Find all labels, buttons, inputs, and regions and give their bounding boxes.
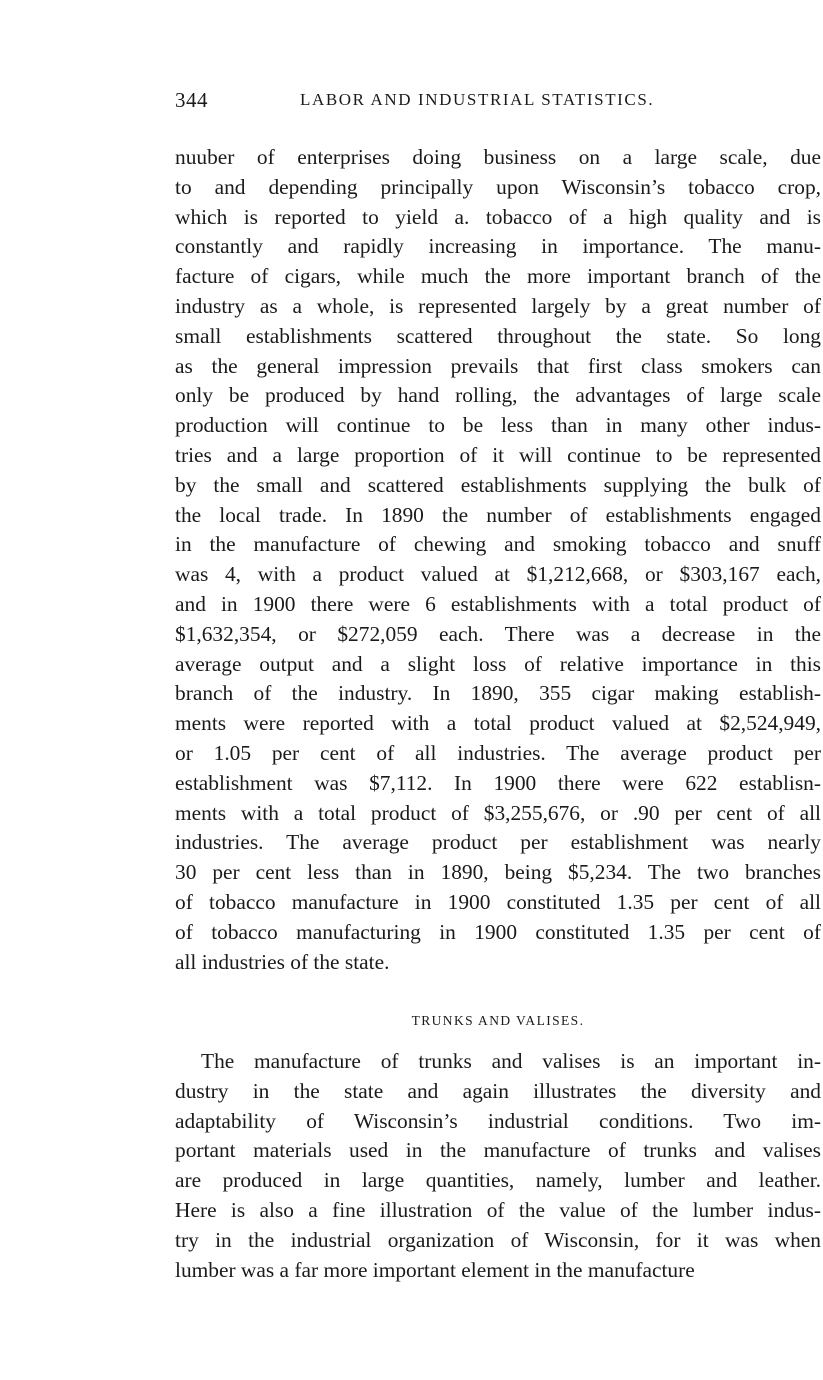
section-heading: TRUNKS AND VALISES.	[411, 1013, 585, 1028]
text-line: $1,632,354, or $272,059 each. There was a decrease in the	[175, 621, 821, 646]
text-line: dustry in the state and again illustrates the diversity and	[175, 1078, 821, 1103]
text-line: facture of cigars, while much the more important branch of the	[175, 264, 821, 289]
text-line: of tobacco manufacturing in 1900 constituted 1.35 per cent of	[175, 919, 821, 944]
text-line: Here is also a fine illustration of the value of the lumber indus-	[175, 1197, 821, 1222]
text-line: all industries of the state.	[175, 949, 390, 974]
text-line: average output and a slight loss of relative importance in this	[175, 651, 821, 676]
page-header	[175, 88, 715, 116]
text-line: industries. The average product per establishment was nearly	[175, 830, 821, 855]
text-line: of tobacco manufacture in 1900 constituted 1.35 per cent of all	[175, 889, 821, 914]
text-line: ments were reported with a total product valued at $2,524,949,	[175, 711, 821, 736]
text-line: by the small and scattered establishments supplying the bulk of	[175, 472, 821, 497]
running-title: LABOR AND INDUSTRIAL STATISTICS.	[300, 90, 655, 109]
text-line: in the manufacture of chewing and smoking tobacco and snuff	[175, 532, 821, 557]
text-line: or 1.05 per cent of all industries. The average product per	[175, 740, 821, 765]
text-line: try in the industrial organization of Wisconsin, for it was when	[175, 1227, 821, 1252]
text-line: industry as a whole, is represented largely by a great number of	[175, 293, 821, 318]
text-line: The manufacture of trunks and valises is an important in-	[201, 1049, 821, 1073]
text-line: ments with a total product of $3,255,676, or .90 per cent of all	[175, 800, 821, 825]
text-line: production will continue to be less than in many other indus-	[175, 413, 821, 438]
page-number: 344	[175, 88, 208, 112]
text-line: as the general impression prevails that first class smokers can	[175, 353, 821, 378]
text-line: branch of the industry. In 1890, 355 cigar making establish-	[175, 681, 821, 706]
text-line: 30 per cent less than in 1890, being $5,234. The two branches	[175, 860, 821, 885]
text-line: constantly and rapidly increasing in importance. The manu-	[175, 234, 821, 259]
text-line: adaptability of Wisconsin’s industrial conditions. Two im-	[175, 1108, 821, 1133]
tobacco-paragraph	[175, 143, 821, 977]
text-line: only be produced by hand rolling, the advantages of large scale	[175, 383, 821, 408]
text-line: are produced in large quantities, namely, lumber and leather.	[175, 1168, 821, 1193]
text-line: nuuber of enterprises doing business on a large scale, due	[175, 145, 821, 169]
text-line: the local trade. In 1890 the number of establishments engaged	[175, 502, 821, 527]
trunks-valises-paragraph	[175, 1047, 821, 1285]
text-line: establishment was $7,112. In 1900 there were 622 establisn-	[175, 770, 821, 795]
text-line: lumber was a far more important element in the manufacture	[175, 1257, 695, 1282]
text-line: small establishments scattered throughout the state. So long	[175, 323, 821, 348]
text-line: to and depending principally upon Wisconsin’s tobacco crop,	[175, 174, 821, 199]
text-line: was 4, with a product valued at $1,212,668, or $303,167 each,	[175, 562, 821, 587]
text-line: and in 1900 there were 6 establishments with a total product of	[175, 591, 821, 616]
text-line: tries and a large proportion of it will continue to be represented	[175, 442, 821, 467]
text-line: portant materials used in the manufacture of trunks and valises	[175, 1138, 821, 1163]
text-line: which is reported to yield a. tobacco of a high quality and is	[175, 204, 821, 229]
